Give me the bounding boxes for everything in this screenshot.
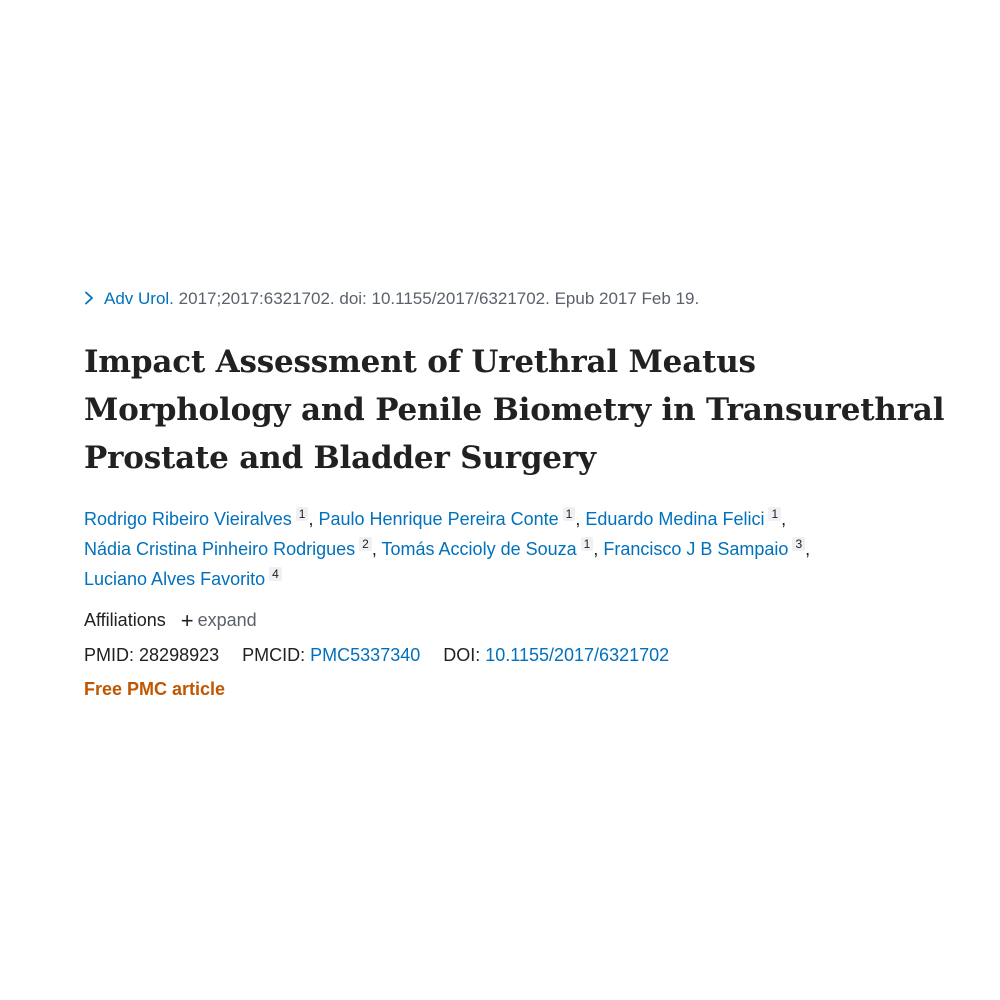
author-link[interactable]: Tomás Accioly de Souza: [381, 539, 577, 559]
expand-affiliations-button[interactable]: [180, 608, 257, 633]
affiliations-toggle-row: [84, 608, 964, 633]
plus-icon: +: [180, 608, 194, 633]
affiliation-number[interactable]: 1: [581, 537, 594, 551]
free-pmc-article-link[interactable]: Free PMC article: [84, 679, 226, 699]
pmid-label: PMID:: [84, 645, 135, 665]
affiliation-number[interactable]: 1: [768, 507, 781, 521]
author-item: Eduardo Medina Felici 1 ,: [585, 507, 787, 529]
affiliation-number[interactable]: 4: [269, 567, 282, 581]
author-item: Rodrigo Ribeiro Vieiralves 1 ,: [84, 507, 314, 529]
affiliations-label: Affiliations: [84, 610, 166, 630]
citation-details: 2017;2017:6321702. doi: 10.1155/2017/6321702. Epub 2017 Feb 19.: [178, 289, 700, 308]
doi-label: DOI:: [443, 645, 481, 665]
pmcid-link[interactable]: PMC5337340: [310, 645, 421, 665]
chevron-right-icon[interactable]: [84, 286, 100, 312]
affiliation-number[interactable]: 3: [792, 537, 805, 551]
affiliation-number[interactable]: 2: [359, 537, 372, 551]
journal-link[interactable]: Adv Urol.: [104, 289, 174, 308]
author-link[interactable]: Rodrigo Ribeiro Vieiralves: [84, 509, 292, 529]
expand-label: expand: [197, 610, 257, 630]
affiliation-number[interactable]: 1: [296, 507, 309, 521]
author-list: [84, 504, 964, 594]
author-link[interactable]: Francisco J B Sampaio: [603, 539, 789, 559]
pmcid-label: PMCID:: [242, 645, 306, 665]
doi-block: [443, 645, 669, 665]
journal-citation: [84, 286, 964, 312]
author-link[interactable]: Luciano Alves Favorito: [84, 569, 266, 589]
pmid-block: [84, 645, 219, 665]
author-item: Francisco J B Sampaio 3 ,: [603, 537, 811, 559]
author-link[interactable]: Nádia Cristina Pinheiro Rodrigues: [84, 539, 356, 559]
author-item: Paulo Henrique Pereira Conte 1 ,: [318, 507, 581, 529]
affiliation-number[interactable]: 1: [563, 507, 576, 521]
author-item: [84, 569, 282, 589]
author-link[interactable]: Paulo Henrique Pereira Conte: [318, 509, 559, 529]
article-header: [84, 286, 964, 701]
author-item: Nádia Cristina Pinheiro Rodrigues 2 ,: [84, 537, 377, 559]
author-link[interactable]: Eduardo Medina Felici: [585, 509, 765, 529]
doi-link[interactable]: 10.1155/2017/6321702: [485, 645, 670, 665]
article-identifiers: [84, 643, 964, 667]
article-title: Impact Assessment of Urethral Meatus Morphology and Penile Biometry in Transurethral Prostate and Bladder Surgery: [84, 344, 945, 476]
author-item: Tomás Accioly de Souza 1 ,: [381, 537, 599, 559]
pmid-value: 28298923: [139, 645, 220, 665]
pmcid-block: [242, 645, 420, 665]
